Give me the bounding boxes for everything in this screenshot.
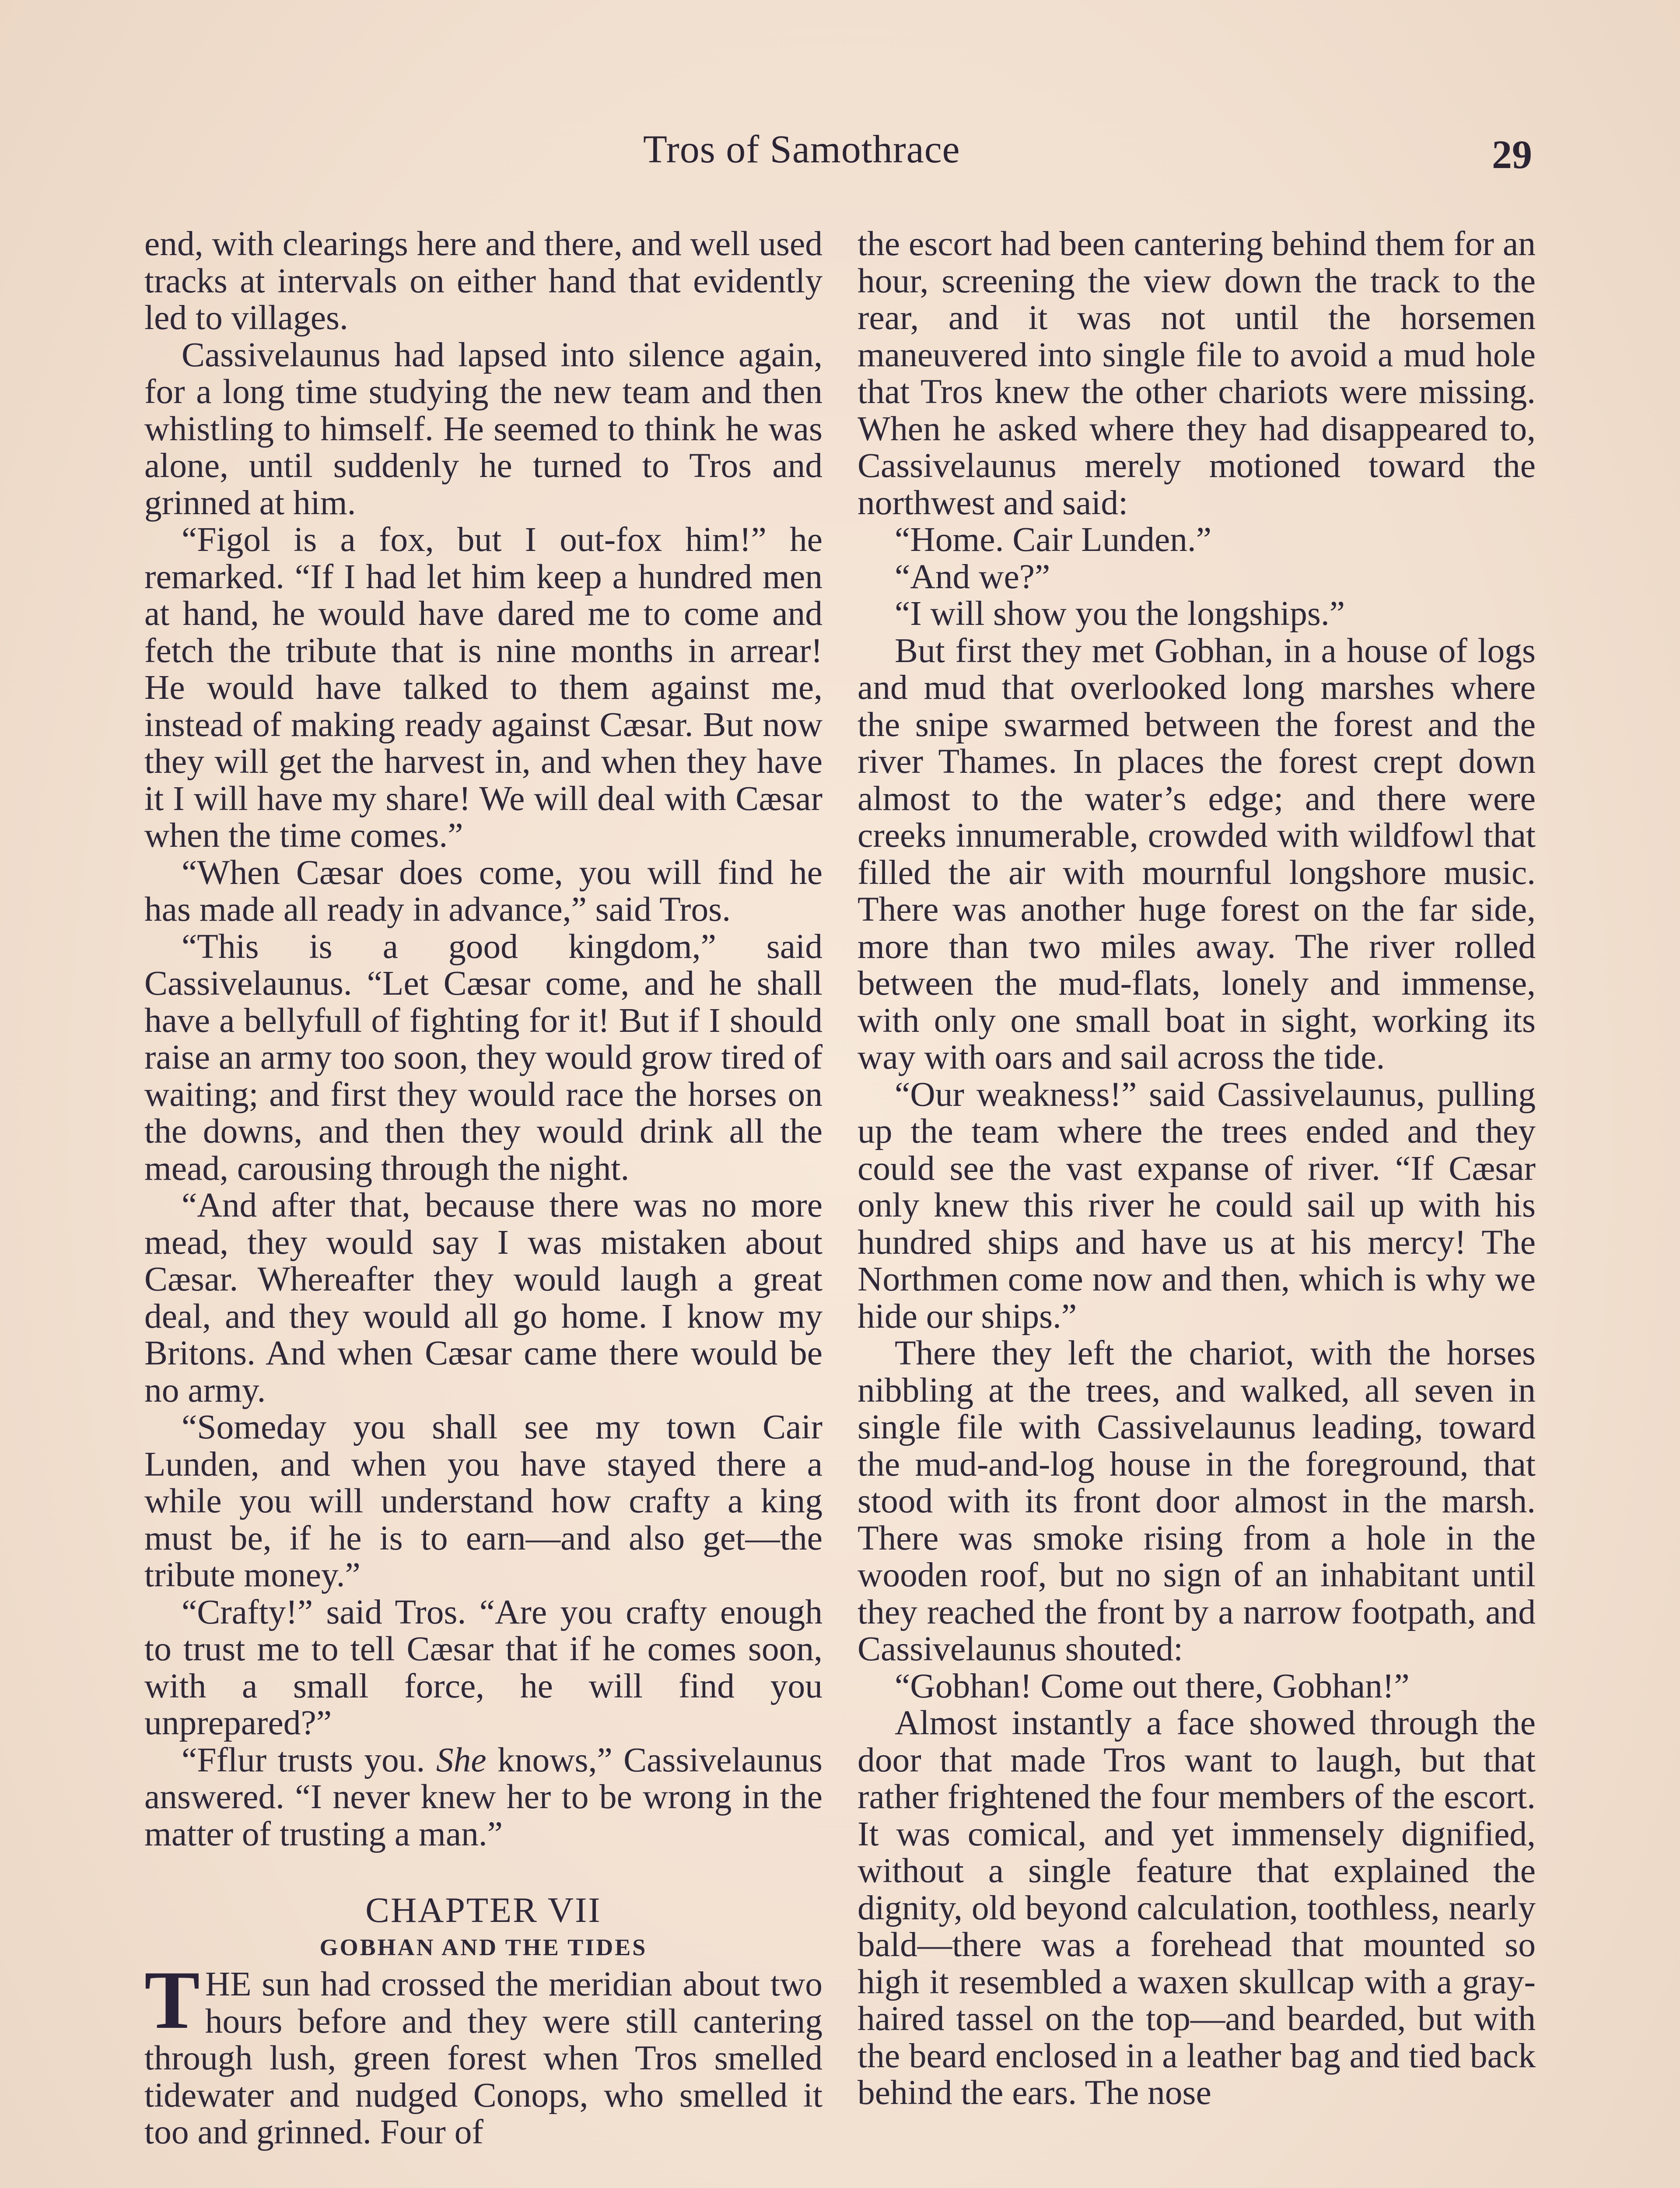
paragraph: Cassivelaunus had lapsed into silence again, for a long time studying the new team and then whistling to himself. He seemed to think he was alone, until suddenly he turned to Tros and grinned at him.	[144, 335, 822, 522]
paragraph: There they left the chariot, with the horses nibbling at the trees, and walked, all seven in single file with Cassivelaunus leading, toward the mud-and-log house in the foreground, that stood with its front door almost in the marsh. There was smoke rising from a hole in the wooden roof, but no sign of an inhabitant until they reached the front by a narrow footpath, and Cassivelaunus shouted:	[858, 1334, 1536, 1668]
paragraph: But first they met Gobhan, in a house of logs and mud that overlooked long marshes where the snipe swarmed between the forest and the river Thames. In places the forest crept down almost to the water’s edge; and there were creeks innumerable, crowded with wildfowl that filled the air with mournful longshore music. There was another huge forest on the far side, more than two miles away. The river rolled between the mud-flats, lonely and immense, with only one small boat in sight, working its way with oars and sail across the tide.	[858, 631, 1536, 1076]
paragraph: “Our weakness!” said Cassivelaunus, pulling up the team where the trees ended and they could see the vast expanse of river. “If Cæsar only knew this river he could sail up with his hundred ships and have us at his mercy! The Northmen come now and then, which is why we hide our ships.”	[858, 1075, 1536, 1336]
paragraph: Almost instantly a face showed through the door that made Tros want to laugh, but that rather frightened the four members of the escort. It was comical, and yet immensely dignified, without a single feature that explained the dignity, old beyond calculation, toothless, nearly bald—there was a forehead that mounted so high it resembled a waxen skullcap with a gray-haired tassel on the top—and bearded, but with the beard enclosed in a leather bag and tied back behind the ears. The nose	[858, 1704, 1536, 2112]
paragraph: “This is a good kingdom,” said Cassivelaunus. “Let Cæsar come, and he shall have a bellyfull of fighting for it! But if I should raise an army too soon, they would grow tired of waiting; and first they would race the horses on the downs, and then they would drink all the mead, carousing through the night.	[144, 927, 822, 1188]
paragraph: “And after that, because there was no more mead, they would say I was mistaken about Cæsar. Whereafter they would laugh a great deal, and they would all go home. I know my Britons. And when Cæsar came there would be no army.	[144, 1186, 822, 1410]
paragraph: “And we?”	[895, 557, 1050, 596]
right-column	[858, 225, 1536, 2111]
paragraph: “Home. Cair Lunden.”	[895, 520, 1212, 559]
paragraph: the escort had been cantering behind them for an hour, screening the view down the track to the rear, and it was not until the horsemen maneuvered into single file to avoid a mud hole that Tros knew the other chariots were missing. When he asked where they had disappeared to, Cassivelaunus merely motioned toward the northwest and said:	[858, 224, 1536, 522]
paragraph: “Someday you shall see my town Cair Lunden, and when you have stayed there a while you will understand how crafty a king must be, if he is to earn—and also get—the tribute money.”	[144, 1408, 822, 1594]
left-column	[144, 225, 822, 2151]
chapter-subtitle: GOBHAN AND THE TIDES	[319, 1934, 648, 1960]
drop-cap: T	[144, 1954, 200, 2046]
paragraph: “Gobhan! Come out there, Gobhan!”	[895, 1666, 1410, 1705]
paragraph: “Crafty!” said Tros. “Are you crafty enough to trust me to tell Cæsar that if he comes soon, with a small force, he will find you unprepared?”	[144, 1592, 822, 1742]
page-number: 29	[1492, 132, 1532, 177]
opening-text: HE sun had crossed the meridian about two hours before and they were still cantering through lush, green forest when Tros smelled tidewater and nudged Conops, who smelled it too and grinned. Four of	[144, 1965, 822, 2151]
running-head: Tros of Samothrace	[643, 128, 960, 171]
fflur-text-before: “Fflur trusts you.	[182, 1740, 436, 1779]
paragraph: end, with clearings here and there, and well used tracks at intervals on either hand that evidently led to villages.	[144, 224, 822, 337]
emphasized-word: She	[436, 1740, 486, 1779]
paragraph: “Figol is a fox, but I out-fox him!” he remarked. “If I had let him keep a hundred men at hand, he would have dared me to come and fetch the tribute that is nine months in arrear! He would have talked to them against me, instead of making ready against Cæsar. But now they will get the harvest in, and when they have it I will have my share! We will deal with Cæsar when the time comes.”	[144, 520, 822, 855]
fflur-text-after: knows,” Cassivelaunus answered. “I never knew her to be wrong in the matter of trusting a man.”	[144, 1740, 822, 1853]
chapter-heading	[144, 1892, 822, 1966]
paragraph: “When Cæsar does come, you will find he has made all ready in advance,” said Tros.	[144, 853, 822, 929]
paragraph	[144, 1742, 822, 1853]
chapter-title: CHAPTER VII	[365, 1890, 602, 1930]
paragraph: “I will show you the longships.”	[895, 594, 1345, 633]
chapter-opening-paragraph	[144, 1954, 822, 2151]
